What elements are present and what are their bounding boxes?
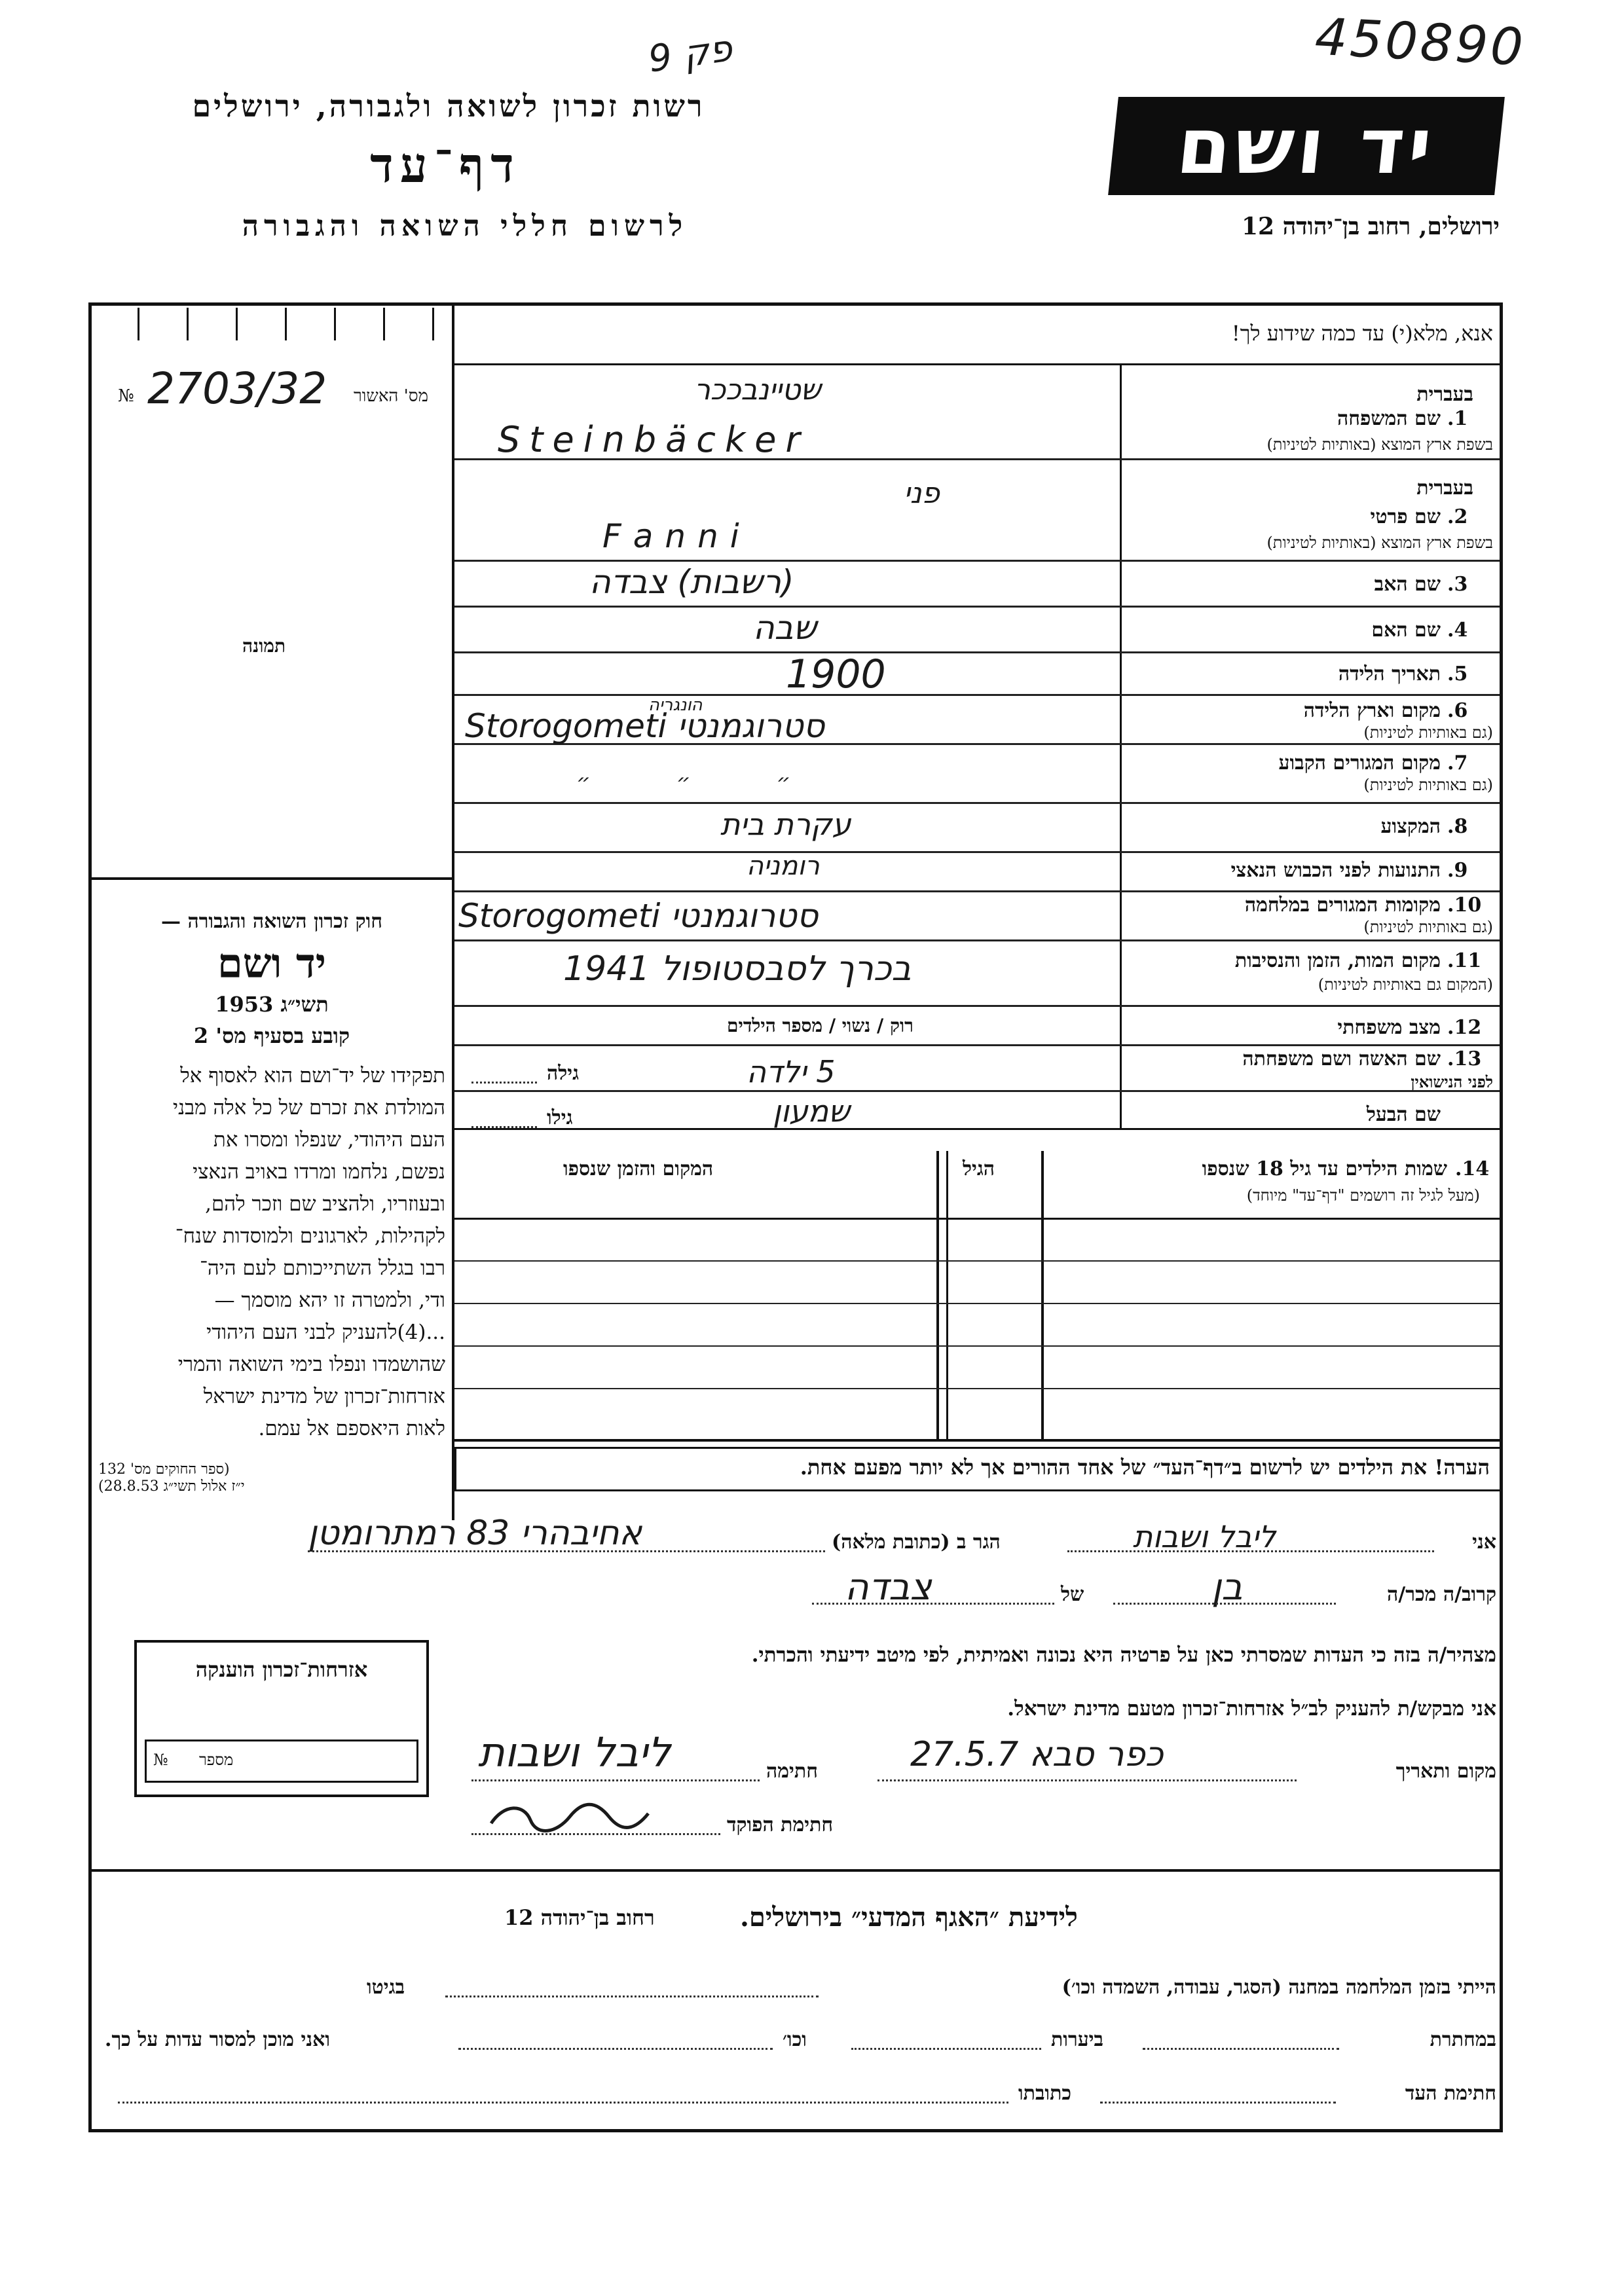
- children-col-border: [936, 1151, 939, 1439]
- relative-of-value: צבדה: [845, 1566, 932, 1609]
- form-top-border: [88, 302, 1503, 306]
- footer-line2-dots: [851, 2048, 1041, 2050]
- form-right-border: [1500, 302, 1503, 2132]
- field-sublabel: (המקום גם באותיות לטיניות): [1318, 975, 1493, 994]
- law-line: שהושמדו ונפלו בימי השואה והמרי: [177, 1353, 445, 1376]
- row-divider: [454, 1090, 1500, 1092]
- law-line: אזרחות־זכרון של מדינת ישראל: [203, 1385, 445, 1408]
- footer-line2-d: ואני מוכן למסור עדות על כך.: [105, 2028, 331, 2051]
- form-bottom-border: [88, 2129, 1503, 2132]
- declarant-name-value: ליבל ושבות: [1133, 1519, 1276, 1554]
- family-name-hebrew-value: שטיינבככר: [694, 373, 821, 407]
- law-line: ...(4)להעניק לבני העם היהודי: [206, 1321, 445, 1344]
- birth-date-value: 1900: [786, 651, 886, 697]
- org-name: רשות זכרון לשואה ולגבורה, ירושלים: [192, 88, 705, 124]
- law-clause: קובע בסעיף מס' 2: [193, 1023, 350, 1048]
- page-title: דף־עד: [370, 137, 521, 194]
- declaration-residing-label: הגר ב (כתובת מלאה): [832, 1531, 1001, 1554]
- children-row-divider: [454, 1260, 1500, 1262]
- husband-age-label: גילו: [547, 1106, 573, 1129]
- field-sublabel: (גם באותיות לטיניות): [1363, 776, 1493, 794]
- field-num: 9.: [1447, 859, 1468, 882]
- husband-age-line: [471, 1126, 537, 1128]
- children-header-divider: [454, 1218, 1500, 1220]
- field-sublabel: בשפת ארץ המוצא (באותיות לטיניות): [1266, 435, 1493, 454]
- movements-value: רומניה: [747, 851, 820, 881]
- husband-name-value: שמעון: [773, 1093, 850, 1129]
- law-line: ובעוזריו, ולהציב שם וזכר להם,: [205, 1192, 445, 1216]
- declaration-i-label: אני: [1472, 1531, 1496, 1554]
- place-date-label: מקום ותאריך: [1395, 1760, 1496, 1783]
- mother-name-value: שבה: [753, 609, 817, 647]
- place-date-value: כפר סבא 27.5.7: [910, 1735, 1164, 1774]
- law-line: ודי, ולמטרה זו יהא מוסמך —: [214, 1288, 445, 1312]
- row-divider: [454, 939, 1500, 941]
- birth-place-value: Storogometi סטרוגמנטי: [465, 707, 825, 745]
- left-column-border: [452, 302, 454, 1520]
- footer-line3-dots: [1100, 2102, 1336, 2104]
- law-line: נפשם, נלחמו ומרדו באויב הנאצי: [193, 1160, 445, 1184]
- declarant-address-value: אחיבהרי 83 רמתרומטן: [308, 1514, 642, 1553]
- residence-value: ״ ״ ״: [576, 769, 830, 795]
- relative-label: קרוב/ה מכר/ה: [1387, 1583, 1496, 1606]
- footer-line1-dots: [445, 1995, 819, 1997]
- footer-line3-b: כתובתו: [1018, 2082, 1072, 2105]
- field-num: 10.: [1447, 894, 1482, 917]
- declaration-request: אני מבקש/ת להעניק לב״ל אזרחות־זכרון מטעם מדינת ישראל.: [1007, 1697, 1496, 1721]
- file-number-prefix: №: [118, 386, 134, 406]
- field-label-wartime-residence: מקומות המגורים במלחמה: [1244, 894, 1441, 917]
- footer-line2-a: במחתרת: [1430, 2028, 1496, 2051]
- law-box-top: [92, 877, 452, 880]
- label-column-border: [1120, 365, 1122, 1128]
- footer-line2-dots: [458, 2048, 773, 2050]
- children-sublabel: (מעל לגיל זה רושמים "דף־עד" מיוחד): [1246, 1186, 1480, 1205]
- field-num: 13.: [1447, 1048, 1482, 1070]
- law-year: תשי״ג 1953: [215, 992, 329, 1017]
- row-divider: [454, 1005, 1500, 1007]
- field-label-birth-place: מקום וארץ הלידה: [1303, 699, 1441, 722]
- field-sublabel: בשפת ארץ המוצא (באותיות לטיניות): [1266, 534, 1493, 552]
- children-col-border: [946, 1151, 948, 1439]
- file-number-label: מס' האשור: [354, 386, 429, 406]
- field-num: 3.: [1447, 573, 1468, 596]
- footer-line2-b: ביערות: [1051, 2028, 1104, 2051]
- signature-value: ליבל ושבות: [478, 1728, 671, 1776]
- note-box-bottom: [454, 1489, 1500, 1491]
- field-sublabel: לפני הנישואין: [1411, 1072, 1493, 1091]
- footer-line2-dots: [1143, 2048, 1339, 2050]
- field-label-first-name: שם פרטי: [1370, 505, 1441, 528]
- note-text: הערה! את הילדים יש לרשום ב״דף־העד״ של אחד ההורים אך לא יותר מפעם אחת.: [800, 1455, 1490, 1480]
- law-name: יד ושם: [217, 939, 327, 987]
- row-divider: [454, 651, 1500, 653]
- footer-line3-a: חתימת העד: [1405, 2082, 1496, 2105]
- field-lang-label: בעברית: [1416, 383, 1473, 406]
- children-num: 14.: [1455, 1157, 1490, 1180]
- field-sublabel: (גם באותיות לטיניות): [1363, 723, 1493, 742]
- photo-label: תמונה: [242, 635, 286, 657]
- law-box: [98, 910, 445, 1495]
- profession-value: עקרת בית: [720, 807, 851, 842]
- first-name-hebrew-value: פני: [904, 477, 940, 510]
- field-num: 5.: [1447, 663, 1468, 685]
- field-num: 12.: [1447, 1016, 1482, 1039]
- place-date-line: [877, 1779, 1297, 1781]
- death-place-value: בכרך לסבסטופול 1941: [563, 949, 912, 989]
- children-row-divider: [454, 1388, 1500, 1389]
- children-label: שמות הילדים עד גיל 18 שנספו: [1202, 1157, 1447, 1180]
- children-age-header: הגיל: [963, 1157, 995, 1180]
- children-place-header: המקום והזמן שנספו: [563, 1157, 714, 1180]
- signature-line: [471, 1779, 760, 1781]
- law-line: לאות היאספם אל עמם.: [258, 1417, 445, 1440]
- field-num: 11.: [1447, 949, 1482, 972]
- law-title: חוק זכרון השואה והגבורה —: [161, 910, 382, 933]
- family-name-latin-value: Steinbäcker: [498, 419, 809, 460]
- footer-address: רחוב בן־יהודה 12: [504, 1905, 655, 1930]
- footer-line1-a: הייתי בזמן המלחמה במחנה (הסגר, עבודה, השמדה וכו׳): [1061, 1976, 1496, 1999]
- row-divider: [454, 890, 1500, 892]
- tick-strip: [92, 308, 452, 347]
- field-label-husband-name: שם הבעל: [1366, 1103, 1441, 1126]
- row-divider: [454, 1044, 1500, 1046]
- relative-line: [1113, 1603, 1336, 1605]
- page-subtitle: לרשום חללי השואה והגבורה: [242, 210, 688, 243]
- marital-status-options: רוק / נשוי / מספר הילדים: [727, 1015, 913, 1036]
- relative-of-line: [812, 1603, 1054, 1605]
- address-line: ירושלים, רחוב בן־יהודה 12: [1241, 213, 1500, 240]
- field-label-profession: המקצוע: [1380, 815, 1441, 838]
- field-label-residence: מקום המגורים הקבוע: [1278, 752, 1441, 774]
- law-line: המולדת את זכרם של כל אלה מבני: [172, 1096, 445, 1120]
- footer-divider: [92, 1869, 1500, 1872]
- relative-value: בן: [1211, 1566, 1243, 1609]
- field-num: 4.: [1447, 619, 1468, 642]
- form-intro: אנא, מלא(י) עד כמה שידוע לך!: [1231, 321, 1493, 346]
- wartime-residence-value: Storogometi סטרוגמנטי: [458, 897, 819, 935]
- row-divider: [454, 560, 1500, 562]
- field-sublabel: (גם באותיות לטיניות): [1363, 918, 1493, 936]
- row-divider: [454, 851, 1500, 853]
- citizenship-title: אזרחות־זכרון הוענקה: [195, 1657, 368, 1682]
- officer-signature-label: חתימת הפוקד: [727, 1813, 834, 1836]
- form-left-border: [88, 302, 92, 2132]
- law-date: י״ז אלול תשי״ג 28.8.53): [98, 1478, 245, 1495]
- row-divider: [454, 802, 1500, 804]
- field-label-birth-date: תאריך הלידה: [1338, 663, 1441, 685]
- footer-title: לידיעת ״האגף המדעי״ בירושלים.: [740, 1902, 1078, 1933]
- field-label-mother-name: שם האם: [1371, 619, 1441, 642]
- field-num: 1.: [1447, 407, 1468, 430]
- field-num: 6.: [1447, 699, 1468, 722]
- intro-divider: [454, 363, 1500, 365]
- field-num: 2.: [1447, 505, 1468, 528]
- footer-line3-dots: [118, 2102, 1008, 2104]
- officer-signature-mark: [485, 1797, 655, 1836]
- law-line: לקהילות, לארגונים ולמוסדות שנח־: [175, 1224, 445, 1248]
- field-lang-label: בעברית: [1416, 477, 1473, 500]
- citizenship-box: [134, 1640, 429, 1797]
- field-num: 8.: [1447, 815, 1468, 838]
- stamp-mark: פק 9: [646, 27, 735, 81]
- declarant-line: [1067, 1550, 1434, 1552]
- law-line: רבו בגלל השתייכותם לעם היה־: [199, 1256, 445, 1280]
- field-label-marital-status: מצב משפחתי: [1337, 1016, 1441, 1039]
- wife-age-line: [471, 1082, 537, 1084]
- wife-name-value: 5 ילדה: [747, 1054, 836, 1089]
- law-line: העם היהודי, שנפלו ומסרו את: [213, 1128, 445, 1152]
- signature-label: חתימה: [766, 1760, 818, 1783]
- note-box-top: [454, 1447, 1500, 1449]
- field-label-father-name: שם האב: [1374, 573, 1441, 596]
- file-number-value: 2703/32: [147, 363, 327, 414]
- children-row-divider: [454, 1345, 1500, 1347]
- archive-number: 450890: [1314, 7, 1528, 78]
- row-divider: [454, 606, 1500, 608]
- citizenship-number-label: מספר: [199, 1751, 234, 1769]
- first-name-latin-value: Fanni: [602, 517, 751, 555]
- field-label-wife-name: שם האשה ושם משפחתה: [1242, 1048, 1441, 1070]
- row-divider: [454, 694, 1500, 696]
- row-divider: [454, 1128, 1500, 1130]
- relative-of-label: של: [1061, 1583, 1084, 1606]
- field-num: 7.: [1447, 752, 1468, 774]
- law-citation: (ספר החוקים מס' 132: [98, 1461, 230, 1478]
- father-name-value: (רשבות) צבדה: [589, 563, 794, 601]
- children-col-border: [1041, 1151, 1044, 1439]
- yad-vashem-logo: יד ושם: [1108, 97, 1505, 195]
- note-box-left: [454, 1447, 456, 1491]
- wife-age-label: גילה: [547, 1062, 580, 1085]
- address-line: [308, 1550, 825, 1552]
- field-label-death-place: מקום המות, הזמן והנסיבות: [1234, 949, 1441, 972]
- children-row-divider: [454, 1303, 1500, 1304]
- declaration-statement: מצהיר/ה בזה כי העדות שמסרתי כאן על פרטיה היא נכונה ואמיתית, לפי מיטב ידיעתי והכרתי.: [751, 1643, 1496, 1667]
- citizenship-number-prefix: №: [153, 1751, 168, 1769]
- birth-country-value: הונגריה: [648, 695, 703, 715]
- field-label-family-name: שם המשפחה: [1337, 407, 1441, 430]
- field-label-movements: התנועות לפני הכבוש הנאצי: [1230, 859, 1441, 882]
- footer-line1-b: בגיטו: [367, 1976, 405, 1999]
- footer-line2-c: וכו׳: [783, 2028, 807, 2051]
- law-line: תפקידו של יד־ושם הוא לאסוף אל: [180, 1064, 445, 1087]
- children-bottom: [454, 1439, 1500, 1442]
